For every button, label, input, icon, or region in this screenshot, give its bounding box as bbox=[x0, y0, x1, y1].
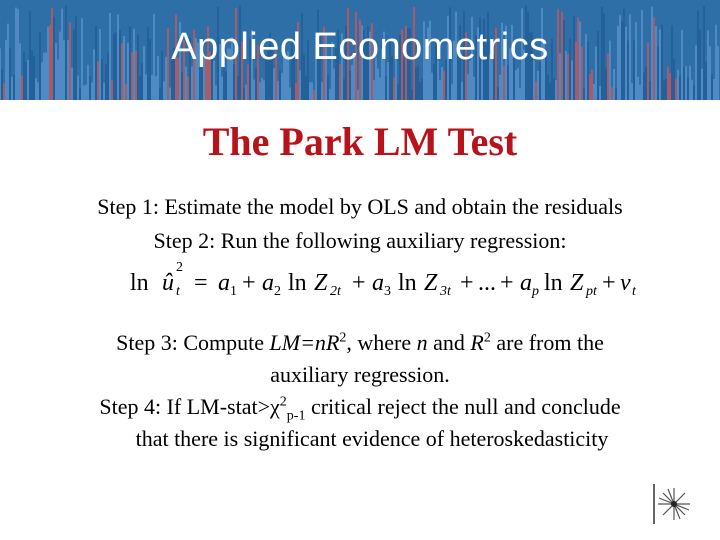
eq-z3: Z bbox=[424, 270, 438, 296]
eq-plus-5: + bbox=[602, 270, 616, 296]
auxiliary-regression-equation bbox=[130, 260, 636, 310]
eq-ln-3: ln bbox=[398, 270, 417, 296]
eq-uhat: û bbox=[162, 270, 174, 296]
eq-a2: a bbox=[262, 270, 274, 296]
eq-ln-2: ln bbox=[288, 270, 307, 296]
banner-title: Applied Econometrics bbox=[171, 26, 549, 68]
eq-plus-3: + bbox=[460, 270, 474, 296]
eq-uhat-sup: 2 bbox=[176, 260, 183, 275]
starburst-logo-icon bbox=[652, 484, 692, 524]
eq-v-sub: t bbox=[632, 284, 636, 299]
step-4-continuation: that there is significant evidence of heteroskedasticity bbox=[135, 426, 609, 451]
eq-ap: a bbox=[520, 270, 532, 296]
eq-a3-sub: 3 bbox=[384, 284, 391, 299]
eq-z2: Z bbox=[314, 270, 328, 296]
eq-z3-sub: 3t bbox=[440, 284, 451, 299]
eq-ln-p: ln bbox=[544, 270, 563, 296]
eq-plus-4: + bbox=[500, 270, 514, 296]
step-2-text: Step 2: Run the following auxiliary regression: bbox=[153, 228, 567, 253]
slide-title: The Park LM Test bbox=[202, 119, 518, 164]
eq-a1: a bbox=[218, 270, 230, 296]
eq-a2-sub: 2 bbox=[274, 284, 281, 299]
eq-equals: = bbox=[194, 270, 208, 296]
eq-uhat-sub: t bbox=[176, 284, 180, 299]
eq-dots: ... bbox=[478, 270, 496, 296]
eq-zp: Z bbox=[570, 270, 584, 296]
step-4-text: Step 4: If $LM-stat>\chi^2_{p-1}$ critical reject the null and conclude bbox=[99, 394, 621, 424]
eq-plus-2: + bbox=[352, 270, 366, 296]
header-banner bbox=[0, 0, 720, 100]
eq-v: v bbox=[620, 270, 631, 296]
eq-z2-sub: 2t bbox=[330, 284, 341, 299]
step-1-text: Step 1: Estimate the model by OLS and obtain the residuals bbox=[97, 194, 623, 219]
step-3-continuation: auxiliary regression. bbox=[270, 362, 450, 387]
eq-ap-sub: p bbox=[532, 284, 539, 299]
eq-a3: a bbox=[372, 270, 384, 296]
step-3-text: Step 3: Compute $LM=nR^2$, where n and $R^2$ are from the bbox=[116, 330, 604, 355]
eq-a1-sub: 1 bbox=[230, 284, 237, 299]
eq-plus-1: + bbox=[242, 270, 256, 296]
eq-zp-sub: pt bbox=[586, 284, 597, 299]
eq-ln: ln bbox=[130, 270, 149, 296]
